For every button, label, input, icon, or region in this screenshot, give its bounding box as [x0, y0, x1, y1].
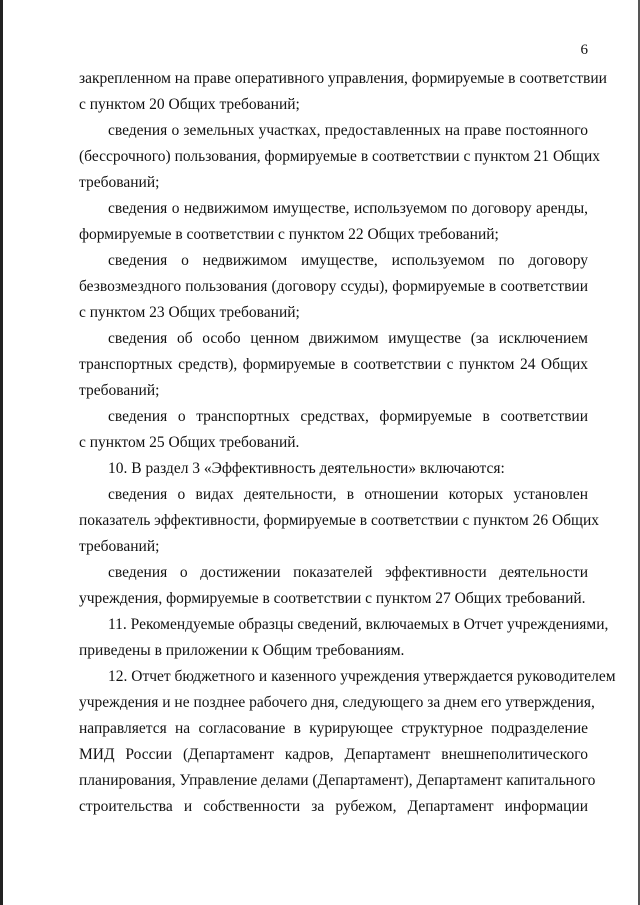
paragraph-line: строительства и собственности за рубежом, Департамент информации	[79, 798, 588, 815]
paragraph-line: сведения о недвижимом имуществе, используемом по договору аренды,	[108, 200, 588, 217]
paragraph	[79, 560, 588, 612]
paragraph	[79, 664, 616, 820]
paragraph-line: формируемые в соответствии с пунктом 22 Общих требований;	[79, 226, 499, 243]
paragraph-line: учреждения, формируемые в соответствии с пунктом 27 Общих требований.	[79, 590, 586, 607]
paragraph-line: сведения о достижении показателей эффективности деятельности	[108, 564, 588, 581]
paragraph-line: 11. Рекомендуемые образцы сведений, включаемых в Отчет учреждениями,	[108, 616, 609, 633]
paragraph	[79, 118, 601, 196]
paragraph-line: сведения о земельных участках, предоставленных на праве постоянного	[108, 122, 588, 139]
document-body	[79, 66, 616, 820]
paragraph-line: направляется на согласование в курирующее структурное подразделение	[79, 720, 588, 737]
paragraph-line: требований;	[79, 174, 160, 191]
paragraph-line: сведения о недвижимом имуществе, используемом по договору	[108, 252, 588, 269]
page-number: 6	[580, 42, 588, 58]
paragraph-line: с пунктом 20 Общих требований;	[79, 96, 300, 113]
paragraph-line: МИД России (Департамент кадров, Департамент внешнеполитического	[79, 746, 588, 763]
paragraph	[79, 66, 607, 118]
paragraph-line: показатель эффективности, формируемые в соответствии с пунктом 26 Общих	[79, 512, 600, 529]
paragraph-line: безвозмездного пользования (договору ссуды), формируемые в соответствии	[79, 278, 588, 295]
paragraph-line: планирования, Управление делами (Департамент), Департамент капитального	[79, 772, 596, 789]
paragraph	[79, 482, 600, 560]
paragraph-line: с пунктом 25 Общих требований.	[79, 434, 300, 451]
paragraph	[79, 326, 588, 404]
paragraph	[79, 612, 609, 664]
paragraph-line: закрепленном на праве оперативного управления, формируемые в соответствии	[79, 70, 607, 87]
paragraph	[79, 456, 588, 482]
paragraph-line: (бессрочного) пользования, формируемые в соответствии с пунктом 21 Общих	[79, 148, 601, 165]
paragraph-line: 12. Отчет бюджетного и казенного учреждения утверждается руководителем	[108, 668, 616, 685]
paragraph	[79, 248, 588, 326]
scan-edge-left	[0, 0, 3, 905]
paragraph-line: приведены в приложении к Общим требованиям.	[79, 642, 405, 659]
paragraph-line: сведения о видах деятельности, в отношении которых установлен	[108, 486, 588, 503]
paragraph-line: требований;	[79, 538, 160, 555]
paragraph	[79, 196, 588, 248]
paragraph-line: требований;	[79, 382, 160, 399]
paragraph	[79, 404, 588, 456]
paragraph-line: учреждения и не позднее рабочего дня, следующего за днем его утверждения,	[79, 694, 595, 711]
paragraph-line: с пунктом 23 Общих требований;	[79, 304, 300, 321]
paragraph-line: транспортных средств), формируемые в соответствии с пунктом 24 Общих	[79, 356, 588, 373]
paragraph-line: сведения об особо ценном движимом имуществе (за исключением	[108, 330, 588, 347]
paragraph-line: 10. В раздел 3 «Эффективность деятельности» включаются:	[108, 460, 505, 477]
paragraph-line: сведения о транспортных средствах, формируемые в соответствии	[108, 408, 588, 425]
